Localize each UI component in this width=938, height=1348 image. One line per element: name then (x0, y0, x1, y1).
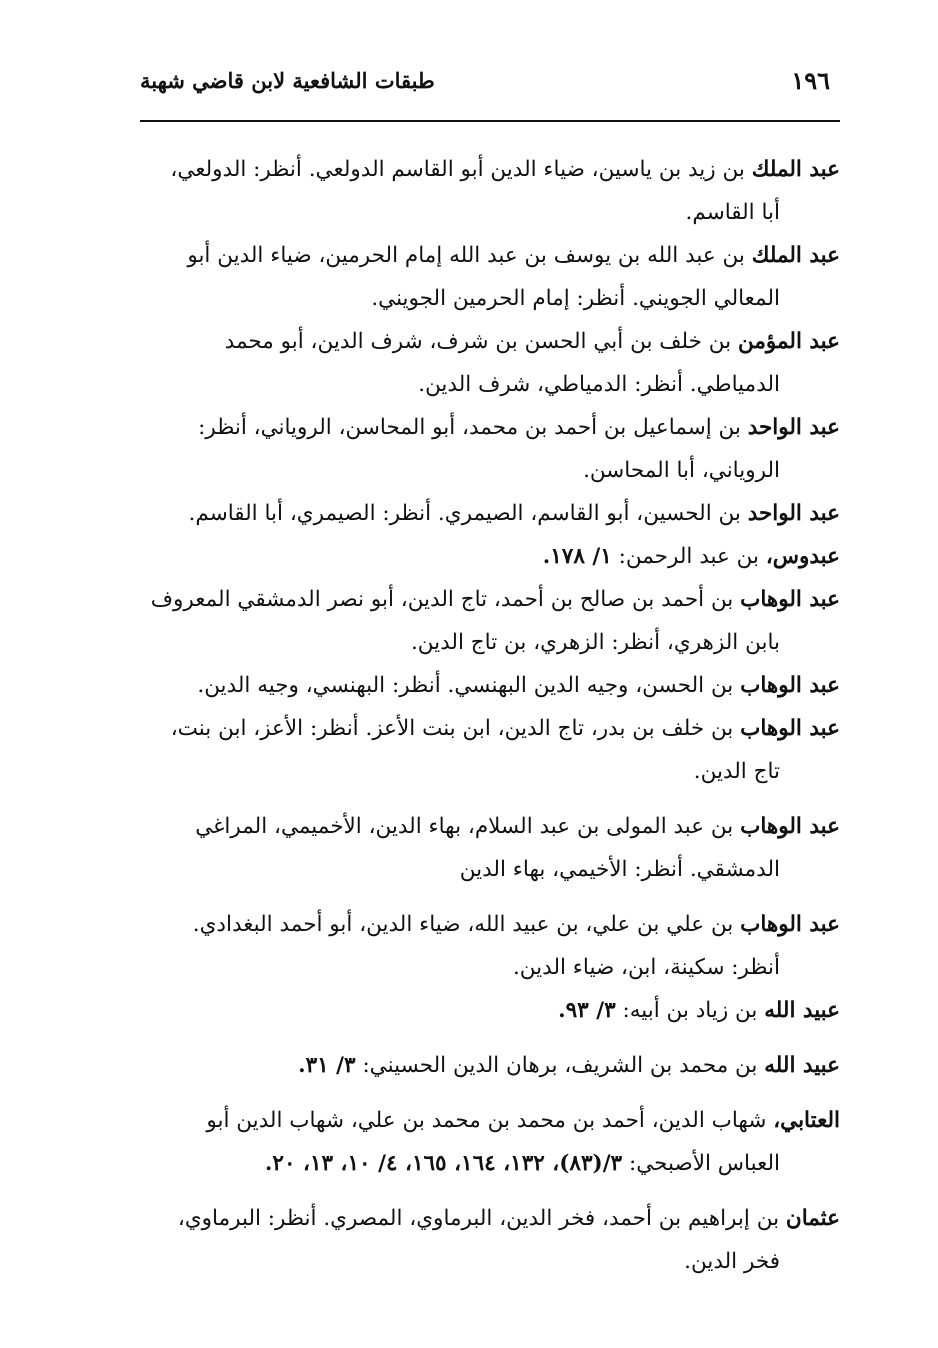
entry-name: عثمان (785, 1206, 840, 1231)
entry-name: عبد الملك (751, 243, 840, 268)
index-entry (150, 1099, 840, 1185)
entry-text: شهاب الدين، أحمد بن محمد بن محمد بن علي، شهاب الدين أبو العباس الأصبحي: (206, 1108, 780, 1176)
entry-reference: ٣/(٨٣)، ١٣٢، ١٦٤، ١٦٥، ٤/ ١٠، ١٣، ٢٠. (264, 1151, 623, 1176)
entry-name: عبد الواحد (747, 415, 840, 440)
entry-name: عبد الوهاب (740, 814, 840, 839)
entry-text: بن الحسين، أبو القاسم، الصيمري. أنظر: الصيمري، أبا القاسم. (188, 501, 741, 526)
index-entry (150, 664, 840, 707)
entry-name: عبد المؤمن (737, 329, 840, 354)
page-header (140, 62, 830, 112)
entry-name: عبد الوهاب (740, 673, 840, 698)
entry-name: عبد الواحد (747, 501, 840, 526)
entry-text: بن زيد بن ياسين، ضياء الدين أبو القاسم الدولعي. أنظر: الدولعي، أبا القاسم. (170, 157, 780, 225)
index-entry (150, 578, 840, 664)
index-entries (150, 148, 840, 1283)
entry-reference: ٣/ ٣١. (298, 1053, 356, 1078)
entry-text: بن علي بن علي، بن عبيد الله، ضياء الدين، أبو أحمد البغدادي. أنظر: سكينة، ابن، ضياء الدين. (192, 912, 780, 980)
entry-reference: ٣/ ٩٣. (558, 998, 616, 1023)
entry-text: بن عبد الرحمن: (618, 544, 759, 569)
entry-name: عبد الوهاب (740, 716, 840, 741)
entry-text: بن عبد المولى بن عبد السلام، بهاء الدين، الأخميمي، المراغي الدمشقي. أنظر: الأخيمي، بهاء الدين (195, 814, 780, 882)
entry-text: بن عبد الله بن يوسف بن عبد الله إمام الحرمين، ضياء الدين أبو المعالي الجويني. أنظر: إمام الحرمين الجويني. (187, 243, 780, 311)
index-entry (150, 903, 840, 989)
entry-text: بن إبراهيم بن أحمد، فخر الدين، البرماوي، المصري. أنظر: البرماوي، فخر الدين. (177, 1206, 780, 1274)
index-entry (150, 1197, 840, 1283)
index-entry (150, 989, 840, 1032)
running-title: طبقات الشافعية لابن قاضي شهبة (140, 68, 435, 93)
page-number: ١٩٦ (791, 66, 830, 95)
entry-name: عبد الملك (751, 157, 840, 182)
entry-text: بن محمد بن الشريف، برهان الدين الحسيني: (362, 1053, 758, 1078)
index-entry (150, 148, 840, 234)
entry-text: بن أحمد بن صالح بن أحمد، تاج الدين، أبو نصر الدمشقي المعروف بابن الزهري، أنظر: الزهري، بن تاج الدين. (150, 587, 780, 655)
entry-text: بن الحسن، وجيه الدين البهنسي. أنظر: البهنسي، وجيه الدين. (197, 673, 734, 698)
entry-name: عبدوس، (765, 544, 840, 569)
entry-reference: ١/ ١٧٨. (542, 544, 612, 569)
header-rule (140, 120, 840, 122)
index-entry (150, 492, 840, 535)
index-entry (150, 707, 840, 793)
index-entry (150, 805, 840, 891)
entry-name: عبيد الله (764, 998, 840, 1023)
index-entry (150, 535, 840, 578)
entry-name: عبيد الله (764, 1053, 840, 1078)
entry-text: بن خلف بن بدر، تاج الدين، ابن بنت الأعز. أنظر: الأعز، ابن بنت، تاج الدين. (170, 716, 780, 784)
index-entry (150, 320, 840, 406)
entry-name: عبد الوهاب (740, 587, 840, 612)
entry-text: بن خلف بن أبي الحسن بن شرف، شرف الدين، أبو محمد الدمياطي. أنظر: الدمياطي، شرف الدين. (224, 329, 780, 397)
entry-text: بن إسماعيل بن أحمد بن محمد، أبو المحاسن، الروياني، أنظر: الروياني، أبا المحاسن. (198, 415, 780, 483)
index-entry (150, 1044, 840, 1087)
index-entry (150, 234, 840, 320)
entry-name: العتابي، (773, 1108, 840, 1133)
index-entry (150, 406, 840, 492)
entry-text: بن زياد بن أبيه: (622, 998, 758, 1023)
entry-name: عبد الوهاب (740, 912, 840, 937)
